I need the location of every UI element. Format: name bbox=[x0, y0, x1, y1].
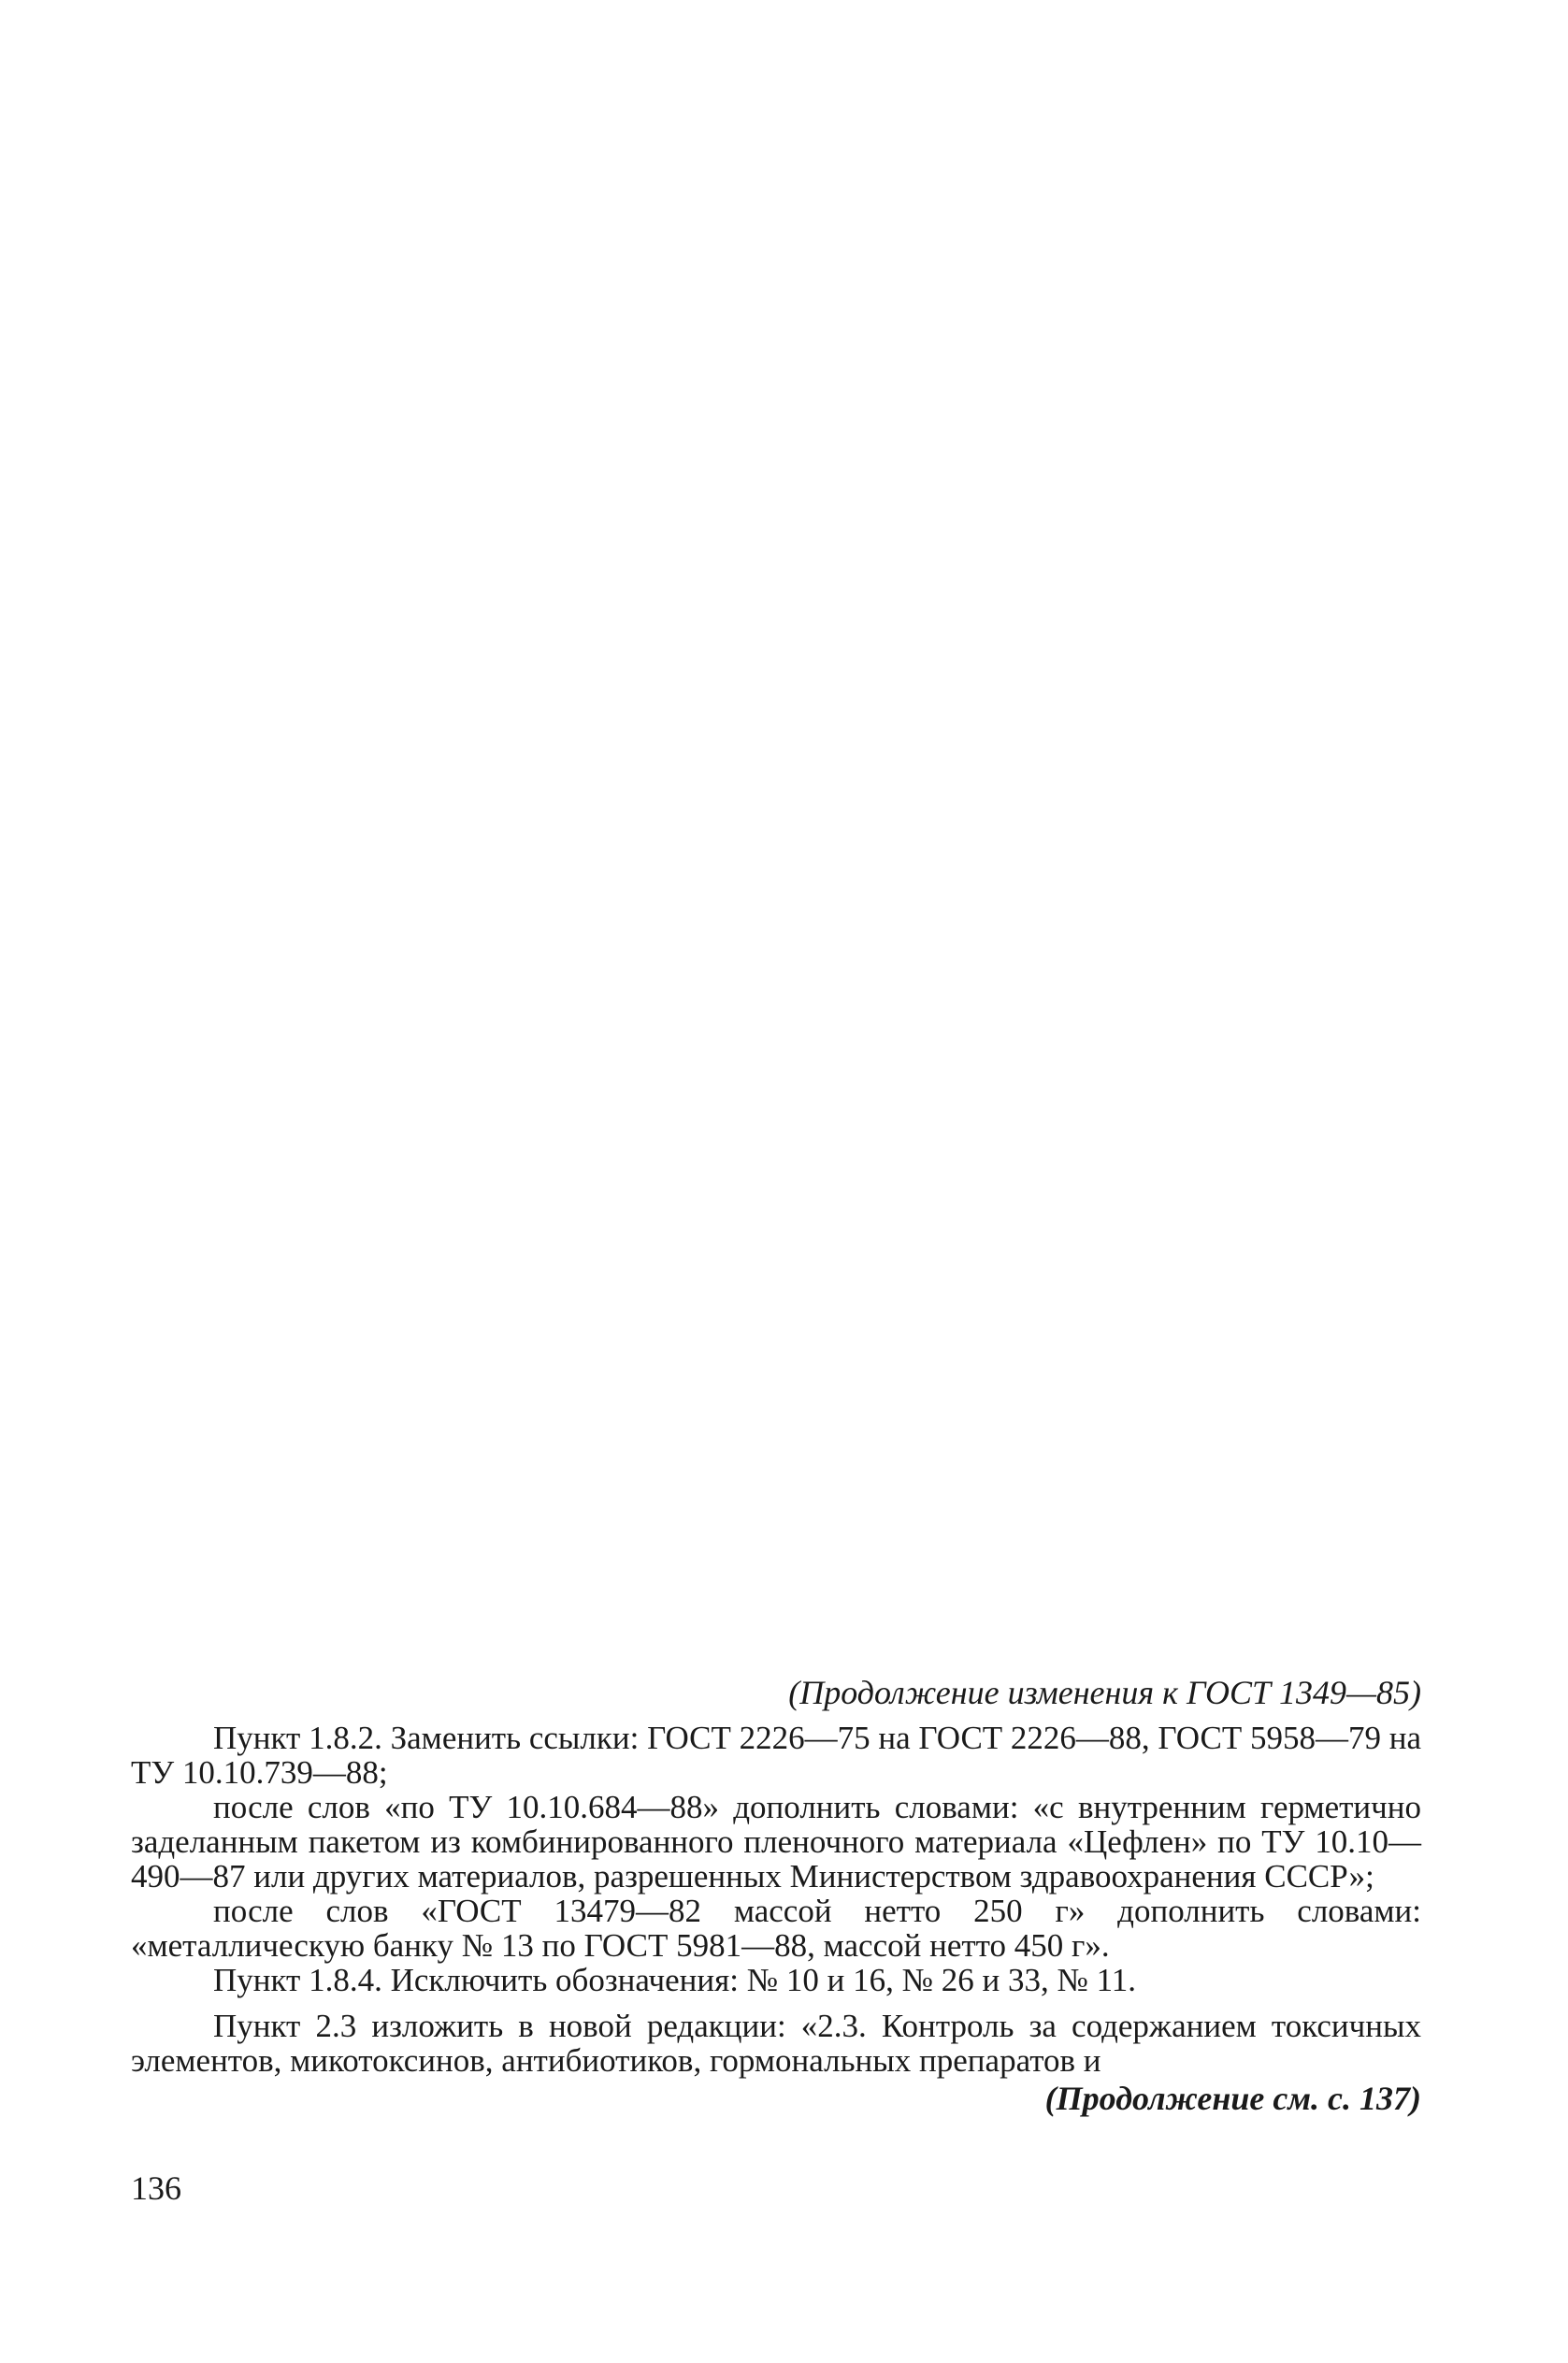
continuation-footer: (Продолжение см. с. 137) bbox=[1044, 2080, 1421, 2117]
paragraph-1-8-4: Пункт 1.8.4. Исключить обозначения: № 10 и 16, № 26 и 33, № 11. bbox=[213, 1962, 1137, 1998]
paragraph-gost-13479: после слов «ГОСТ 13479—82 массой нетто 250 г» дополнить словами: «металлическую банку № 13 по ГОСТ 5981—88, массой нетто 450 г». bbox=[131, 1893, 1421, 1964]
continuation-header: (Продолжение изменения к ГОСТ 1349—85) bbox=[788, 1674, 1421, 1711]
page-number: 136 bbox=[131, 2169, 181, 2207]
document-body bbox=[131, 1721, 1421, 2078]
paragraph-2-3: Пункт 2.3 изложить в новой редакции: «2.3. Контроль за содержанием токсичных элементов, микотоксинов, антибиотиков, гормональных препаратов и bbox=[131, 2008, 1421, 2079]
paragraph-tu-684: после слов «по ТУ 10.10.684—88» дополнить словами: «с внутренним герметично заделанным пакетом из комбинированного пленочного материала «Цефлен» по ТУ 10.10—490—87 или других материалов, разрешенных Министерством здравоохранения СССР»; bbox=[131, 1789, 1421, 1895]
paragraph-1-8-2: Пункт 1.8.2. Заменить ссылки: ГОСТ 2226—75 на ГОСТ 2226—88, ГОСТ 5958—79 на ТУ 10.10.739—88; bbox=[131, 1720, 1421, 1791]
